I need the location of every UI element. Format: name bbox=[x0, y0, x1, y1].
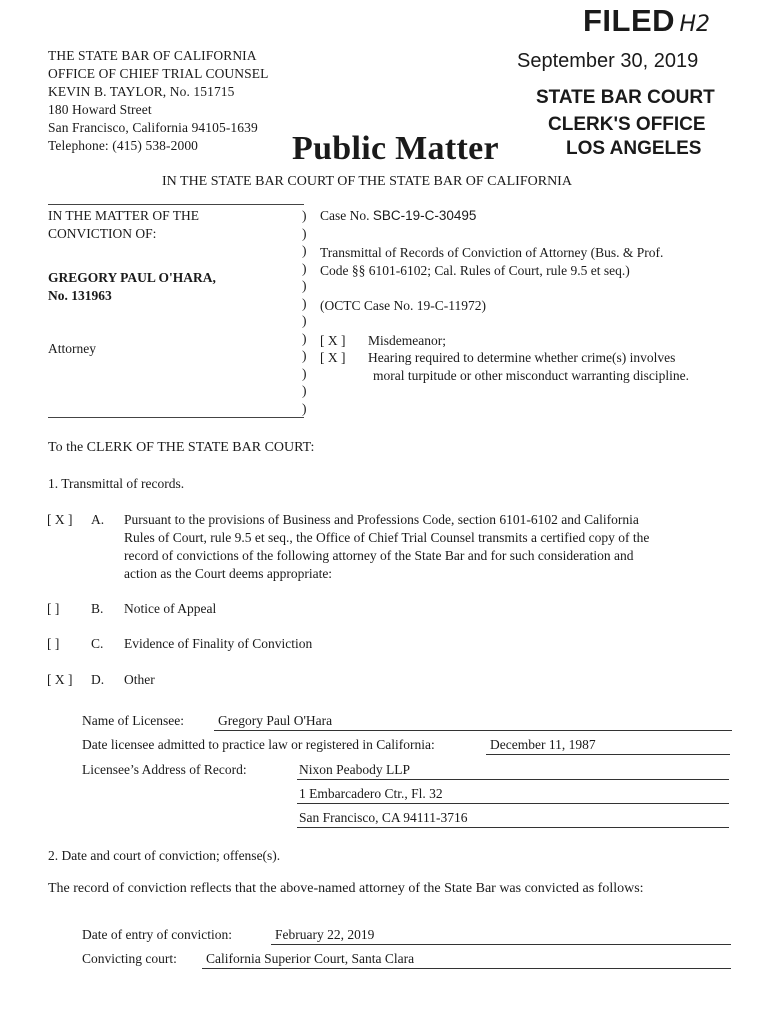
stamp-court: STATE BAR COURT bbox=[536, 87, 715, 108]
item-b-text: Notice of Appeal bbox=[124, 601, 217, 616]
address-label: Licensee’s Address of Record: bbox=[82, 762, 247, 777]
paren: ) bbox=[302, 208, 307, 223]
item-a-line: Pursuant to the provisions of Business and Professions Code, section 6101-6102 and California bbox=[124, 512, 639, 527]
office-line: KEVIN B. TAYLOR, No. 151715 bbox=[48, 84, 235, 99]
address-line-2-field bbox=[297, 785, 729, 804]
paren: ) bbox=[302, 313, 307, 328]
filed-date: September 30, 2019 bbox=[517, 50, 699, 72]
licensee-name-label: Name of Licensee: bbox=[82, 713, 184, 728]
respondent-bar-number: No. 131963 bbox=[48, 288, 112, 303]
transmittal-title bbox=[320, 244, 663, 280]
paren: ) bbox=[302, 225, 307, 241]
admitted-date: December 11, 1987 bbox=[490, 737, 596, 752]
entry-date-field bbox=[271, 926, 731, 945]
licensee-name: Gregory Paul O'Hara bbox=[218, 713, 333, 728]
paren: ) bbox=[302, 260, 307, 276]
salutation: To the CLERK OF THE STATE BAR COURT: bbox=[48, 440, 315, 455]
transmittal-line: Code §§ 6101-6102; Cal. Rules of Court, rule 9.5 et seq.) bbox=[320, 263, 630, 278]
address-line-3: San Francisco, CA 94111-3716 bbox=[299, 810, 468, 825]
entry-date-label: Date of entry of conviction: bbox=[82, 927, 232, 942]
item-b-letter: B. bbox=[91, 601, 104, 616]
paren: ) bbox=[302, 348, 307, 363]
section-2-heading: 2. Date and court of conviction; offense(s). bbox=[48, 848, 281, 863]
octc-case-number: (OCTC Case No. 19-C-11972) bbox=[320, 298, 486, 313]
respondent-role: Attorney bbox=[48, 341, 96, 356]
paren: ) bbox=[302, 295, 307, 311]
address-line-3-field bbox=[297, 809, 729, 828]
item-d-text: Other bbox=[124, 672, 155, 687]
case-number-row bbox=[320, 207, 476, 225]
item-d-letter: D. bbox=[91, 672, 105, 687]
paren: ) bbox=[302, 330, 307, 346]
filed-stamp bbox=[583, 3, 710, 39]
office-line: 180 Howard Street bbox=[48, 102, 152, 117]
office-header bbox=[48, 47, 268, 155]
clerk-initials: H2 bbox=[679, 12, 711, 37]
address-line-2: 1 Embarcadero Ctr., Fl. 32 bbox=[299, 786, 443, 801]
misdemeanor-checkbox: [ X ] bbox=[320, 333, 346, 348]
item-a-line: record of convictions of the following attorney of the State Bar and for such consideration and bbox=[124, 548, 634, 563]
item-a-checkbox: [ X ] bbox=[47, 512, 73, 527]
item-a-line: Rules of Court, rule 9.5 et seq., the Office of Chief Trial Counsel transmits a certified copy of the bbox=[124, 530, 650, 545]
item-d-checkbox: [ X ] bbox=[47, 672, 73, 687]
filed-label: FILED bbox=[583, 3, 676, 38]
admitted-date-label: Date licensee admitted to practice law or registered in California: bbox=[82, 737, 435, 752]
respondent-name: GREGORY PAUL O'HARA, bbox=[48, 270, 216, 285]
item-c-letter: C. bbox=[91, 636, 104, 651]
hearing-label-cont: moral turpitude or other misconduct warranting discipline. bbox=[373, 368, 690, 383]
case-number-label: Case No. bbox=[320, 208, 370, 223]
item-b-checkbox: [ ] bbox=[47, 601, 60, 616]
item-a-text bbox=[124, 511, 744, 583]
record-statement: The record of conviction reflects that the above-named attorney of the State Bar was convicted as follows: bbox=[48, 881, 644, 896]
stamp-office: CLERK'S OFFICE bbox=[548, 114, 706, 135]
paren: ) bbox=[302, 278, 307, 293]
office-line: THE STATE BAR OF CALIFORNIA bbox=[48, 48, 257, 63]
convicting-court-label: Convicting court: bbox=[82, 951, 177, 966]
office-line: OFFICE OF CHIEF TRIAL COUNSEL bbox=[48, 66, 269, 81]
hearing-checkbox: [ X ] bbox=[320, 350, 346, 365]
office-line: Telephone: (415) 538-2000 bbox=[48, 138, 199, 153]
public-matter-heading: Public Matter bbox=[292, 130, 499, 167]
licensee-name-field bbox=[214, 712, 732, 731]
case-number: SBC-19-C-30495 bbox=[372, 208, 477, 223]
hearing-label: Hearing required to determine whether crime(s) involves bbox=[368, 350, 676, 365]
convicting-court: California Superior Court, Santa Clara bbox=[206, 951, 415, 966]
caption-parentheses bbox=[302, 207, 307, 417]
item-a-line: action as the Court deems appropriate: bbox=[124, 566, 333, 581]
transmittal-line: Transmittal of Records of Conviction of Attorney (Bus. & Prof. bbox=[320, 245, 664, 260]
caption-bottom-rule bbox=[48, 417, 304, 418]
caption-left bbox=[48, 207, 216, 358]
admitted-date-field bbox=[486, 736, 730, 755]
matter-line: CONVICTION OF: bbox=[48, 226, 157, 241]
paren: ) bbox=[302, 383, 307, 398]
paren: ) bbox=[302, 400, 307, 416]
entry-date: February 22, 2019 bbox=[275, 927, 375, 942]
caption-top-rule bbox=[48, 204, 304, 205]
misdemeanor-label: Misdemeanor; bbox=[368, 333, 446, 348]
stamp-city: LOS ANGELES bbox=[566, 138, 702, 159]
address-line-1-field bbox=[297, 761, 729, 780]
court-title: IN THE STATE BAR COURT OF THE STATE BAR OF CALIFORNIA bbox=[162, 174, 572, 189]
office-line: San Francisco, California 94105-1639 bbox=[48, 120, 258, 135]
convicting-court-field bbox=[202, 950, 731, 969]
section-1-heading: 1. Transmittal of records. bbox=[48, 476, 185, 491]
matter-line: IN THE MATTER OF THE bbox=[48, 208, 199, 223]
paren: ) bbox=[302, 243, 307, 258]
item-c-checkbox: [ ] bbox=[47, 636, 60, 651]
address-line-1: Nixon Peabody LLP bbox=[299, 762, 410, 777]
item-c-text: Evidence of Finality of Conviction bbox=[124, 636, 313, 651]
item-a-letter: A. bbox=[91, 512, 105, 527]
paren: ) bbox=[302, 365, 307, 381]
